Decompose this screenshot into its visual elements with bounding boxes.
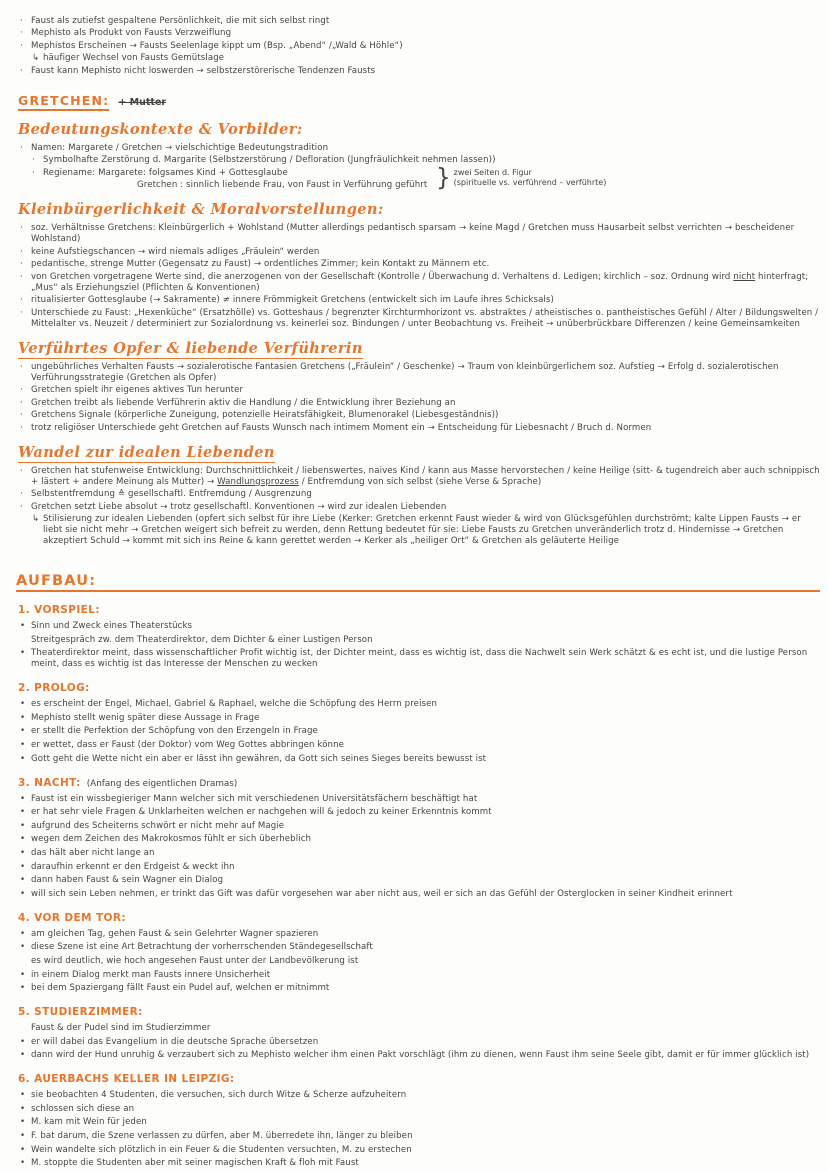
bullet-star-marker: • — [20, 1103, 26, 1114]
note-line — [16, 385, 820, 396]
note-text: am gleichen Tag, gehen Faust & sein Gelehrter Wagner spazieren — [31, 928, 319, 939]
section-verfuehrtes-opfer — [16, 340, 820, 434]
note-text-segment: Gretchen hat stufenweise Entwicklung: Durchschnittlichkeit / liebenswertes, naives Kind / kann aus Masse hervorstechen / keine Heilige (sitt- & tugendreich aber auch schnippisch + lästert + andere Meinung als Mutter) → — [31, 465, 820, 487]
note-text: in einem Dialog merkt man Fausts innere Unsicherheit — [31, 969, 271, 980]
note-line — [16, 699, 820, 710]
bullet-star-marker: • — [20, 942, 26, 953]
note-text: häufiger Wechsel von Fausts Gemütslage — [43, 53, 225, 63]
bullet-dot-marker: · — [20, 65, 23, 76]
note-line — [16, 848, 820, 859]
scene-5 — [16, 1006, 820, 1061]
bullet-dot-marker: · — [20, 295, 23, 305]
bullet-star-marker: • — [20, 712, 26, 723]
note-text: aufgrund des Scheiterns schwört er nicht mehr auf Magie — [31, 820, 285, 831]
bullet-star-marker: • — [20, 820, 26, 831]
bullet-star-marker: • — [20, 983, 26, 994]
bullet-star-marker: • — [20, 621, 26, 631]
scene-6 — [16, 1073, 820, 1169]
note-line — [16, 1090, 820, 1101]
bullet-dot-marker: · — [20, 40, 23, 51]
note-text: Sinn und Zweck eines Theaterstücks — [31, 621, 193, 631]
note-line — [16, 1117, 820, 1128]
bullet-dot-marker: · — [20, 307, 23, 318]
note-line — [16, 1145, 820, 1156]
bullet-star-marker: • — [20, 1050, 26, 1061]
bullet-star-marker: • — [20, 847, 26, 858]
bullet-star-marker: • — [20, 1090, 26, 1101]
gretchen-struck-note: + Mutter — [118, 96, 167, 108]
note-line — [16, 875, 820, 886]
note-line — [16, 308, 820, 330]
note-text-segment: hinterfragt; „Mus“ als Erziehungsziel (Pflichten & Konventionen) — [31, 271, 809, 293]
aufbau-section — [16, 573, 820, 1169]
note-text: Faust & der Pudel sind im Studierzimmer — [31, 1023, 211, 1034]
note-line — [16, 713, 820, 724]
side-annotation-line: (spirituelle vs. verführend – verführte) — [453, 177, 607, 187]
bullet-star-marker: • — [20, 1036, 26, 1047]
note-text — [31, 272, 820, 294]
note-line — [16, 648, 820, 670]
bullet-star-marker: • — [20, 928, 26, 939]
note-line — [16, 53, 820, 64]
bullet-dot-marker: · — [20, 271, 23, 282]
note-text: will sich sein Leben nehmen, er trinkt das Gift was dafür vorgesehen war aber nicht aus, weil er sich an das Gefühl der Osterglocken in seiner Kindheit erinnert — [31, 888, 733, 899]
scene-title-row — [18, 1006, 820, 1018]
note-line — [16, 754, 820, 765]
note-text: Faust ist ein wissbegieriger Mann welcher sich mit verschiedenen Universitätsfächern beschäftigt hat — [31, 793, 478, 804]
note-line — [16, 514, 820, 547]
note-text: bei dem Spaziergang fällt Faust ein Pudel auf, welchen er mitnimmt — [31, 983, 330, 994]
note-text: F. bat darum, die Szene verlassen zu dürfen, aber M. überredete ihn, länger zu bleiben — [31, 1131, 413, 1142]
note-line — [16, 466, 820, 488]
bullet-star-marker: • — [20, 969, 26, 980]
bullet-star-marker: • — [20, 1117, 26, 1128]
note-line — [16, 272, 820, 294]
bullet-star-marker: • — [20, 1158, 26, 1169]
note-text: daraufhin erkennt er den Erdgeist & weckt ihn — [31, 861, 235, 872]
bullet-dot-marker: · — [20, 501, 23, 512]
bullet-dot-marker: · — [20, 397, 23, 408]
note-text-segment: von Gretchen vorgetragene Werte sind, die anerzogenen von der Gesellschaft (Kontrolle / Überwachung d. Verhaltens d. Ledigen; kirchlich – soz. Ordnung wird — [31, 271, 734, 282]
note-text: trotz religiöser Unterschiede geht Gretchen auf Fausts Wunsch nach intimem Moment ein → Entscheidung für Liebesnacht / Bruch d. Normen — [31, 422, 652, 433]
note-line — [16, 1104, 820, 1115]
scene-title: 2. PROLOG: — [18, 682, 90, 695]
bullet-star-marker: • — [20, 699, 26, 710]
note-text: Gretchen spielt ihr eigenes aktives Tun herunter — [31, 385, 244, 395]
note-text: diese Szene ist eine Art Betrachtung der vorherrschenden Ständegesellschaft — [31, 942, 373, 953]
note-text-segment: / Entfremdung von sich selbst (siehe Verse & Sprache) — [298, 476, 542, 487]
section-kleinbuergerlichkeit — [16, 201, 820, 330]
note-text: Regiename: Margarete: folgsames Kind + Gottesglaube — [43, 167, 288, 178]
section-heading-text: Bedeutungskontexte & Vorbilder: — [18, 120, 303, 138]
scene-title-row — [18, 912, 820, 924]
note-text: es erscheint der Engel, Michael, Gabriel & Raphael, welche die Schöpfung des Herrn preisen — [31, 699, 438, 710]
note-text: wegen dem Zeichen des Makrokosmos fühlt er sich überheblich — [31, 834, 312, 845]
note-line — [16, 502, 820, 513]
note-text: Faust kann Mephisto nicht loswerden → selbstzerstörerische Tendenzen Fausts — [31, 65, 376, 76]
note-text: er wettet, dass er Faust (der Doktor) vom Weg Gottes abbringen könne — [31, 739, 345, 750]
bullet-star-marker: • — [20, 807, 26, 818]
note-line — [16, 177, 820, 191]
note-text: Theaterdirektor meint, dass wissenschaftlicher Profit wichtig ist, der Dichter meint, dass es wichtig ist, dass die Nachwelt sein Werk schätzt & es echt ist, und die lustige Person meint, dass es wichtig ist das Interesse der Menschen zu wecken — [31, 648, 808, 670]
bullet-dot-marker: · — [20, 28, 23, 38]
bullet-star-marker: • — [20, 726, 26, 737]
note-line — [16, 1023, 820, 1034]
note-line — [16, 834, 820, 845]
note-text: Gretchen setzt Liebe absolut → trotz gesellschaftl. Konventionen → wird zur idealen Liebenden — [31, 501, 447, 512]
bullet-star-marker: • — [20, 834, 26, 845]
note-text: schlossen sich diese an — [31, 1103, 135, 1114]
note-line — [16, 635, 820, 646]
note-line — [16, 726, 820, 737]
note-line — [16, 295, 820, 306]
bullet-dot-marker: · — [20, 465, 23, 476]
note-text — [31, 466, 820, 488]
note-line — [16, 1050, 820, 1061]
note-text-segment: nicht — [733, 271, 756, 282]
note-line — [16, 423, 820, 434]
scene-title: 3. NACHT: — [18, 776, 81, 789]
scene-title-row — [18, 682, 820, 694]
note-line — [16, 410, 820, 421]
note-line — [16, 247, 820, 258]
note-text: es wird deutlich, wie hoch angesehen Faust unter der Landbevölkerung ist — [31, 955, 359, 966]
note-line — [16, 16, 820, 27]
note-text: Selbstentfremdung ≙ gesellschaftl. Entfremdung / Ausgrenzung — [31, 489, 312, 499]
note-line — [16, 223, 820, 245]
bullet-dot-marker: · — [20, 361, 23, 372]
section-heading — [18, 340, 820, 358]
note-text: Namen: Margarete / Gretchen → vielschichtige Bedeutungstradition — [31, 142, 329, 153]
scene-3 — [16, 777, 820, 900]
scene-title: 6. AUERBACHS KELLER IN LEIPZIG: — [18, 1073, 235, 1086]
note-line — [16, 794, 820, 805]
note-line — [16, 155, 820, 166]
note-line — [16, 929, 820, 940]
arrow-branch-icon: ↳ — [32, 53, 40, 63]
note-text: dann wird der Hund unruhig & verzaubert sich zu Mephisto welcher ihm einen Pakt vorschlägt (ihm zu dienen, wenn Faust ihm seine Seele gibt, damit er für immer glücklich ist) — [31, 1050, 810, 1061]
note-line — [16, 740, 820, 751]
note-line — [16, 807, 820, 818]
note-line — [16, 942, 820, 953]
note-line — [16, 1131, 820, 1142]
bullet-star-marker: • — [20, 648, 26, 659]
braced-line-group — [16, 163, 820, 192]
note-line — [16, 28, 820, 39]
note-text: soz. Verhältnisse Gretchens: Kleinbürgerlich + Wohlstand (Mutter allerdings pedantisch sparsam → keine Magd / Gretchen muss Hausarbeit selbst verrichten → bescheidener Wohlstand) — [31, 223, 795, 244]
note-text: Stilisierung zur idealen Liebenden (opfert sich selbst für ihre Liebe (Kerker: Gretchen erkennt Faust wieder & wird von Glücksgefühlen durchströmt; kalte Lippen Fausts → er liebt sie nicht mehr → Gretchen weigert sich befreit zu werden, denn Rettung bedeutet für sie: Liebe Fausts zu Gretchen unveränderlich trotz d. Hindernisse → Gretchen akzeptiert Schuld → kommt mit sich ins Reine & kann gerettet werden → Kerker als „heiliger Ort“ & Gretchen als geläuterte Heilige — [43, 514, 801, 546]
note-text: Wein wandelte sich plötzlich in ein Feuer & die Studenten versuchten, M. zu erstechen — [31, 1144, 412, 1155]
scene-title-row — [18, 604, 820, 616]
bullet-star-marker: • — [20, 861, 26, 872]
bullet-star-marker: • — [20, 1144, 26, 1155]
note-text: M. kam mit Wein für jeden — [31, 1117, 147, 1128]
scene-title: 1. VORSPIEL: — [18, 604, 100, 616]
note-text: M. stoppte die Studenten aber mit seiner magischen Kraft & floh mit Faust — [31, 1158, 359, 1169]
note-text-segment: Wandlungsprozess — [217, 476, 299, 487]
note-text: das hält aber nicht lange an — [31, 847, 155, 858]
note-line — [16, 621, 820, 632]
note-line — [16, 1158, 820, 1169]
section-heading — [18, 201, 820, 219]
note-text: Unterschiede zu Faust: „Hexenküche“ (Ersatzhölle) vs. Gotteshaus / begrenzter Kirchturmhorizont vs. abstraktes / atheistisches o. pantheistisches Gefühl / Alter / Bildungswelten / Mittelalter vs. Neuzeit / determiniert zur Sozialordnung vs. keinerlei soz. Bindungen / unter Beobachtung vs. Freiheit → unüberbrückbare Differenzen / keine Gemeinsamkeiten — [31, 307, 819, 329]
note-text: dann haben Faust & sein Wagner ein Dialog — [31, 875, 224, 886]
note-text: er hat sehr viele Fragen & Unklarheiten welchen er nachgehen will & jedoch zu keiner Erkenntnis kommt — [31, 807, 492, 818]
note-text: Gott geht die Wette nicht ein aber er lässt ihn gewähren, da Gott sich seines Sieges bereits bewusst ist — [31, 753, 487, 764]
note-text: Gretchen treibt als liebende Verführerin aktiv die Handlung / die Entwicklung ihrer Beziehung an — [31, 397, 456, 408]
note-text: Mephistos Erscheinen → Fausts Seelenlage kippt um (Bsp. „Abend“ /„Wald & Höhle“) — [31, 40, 403, 51]
bullet-star-marker: • — [20, 875, 26, 886]
notes-content — [16, 16, 820, 1170]
bullet-dot-marker: · — [20, 489, 23, 499]
note-line — [16, 889, 820, 900]
gretchen-heading: GRETCHEN: — [18, 93, 109, 111]
section-heading-text: Kleinbürgerlichkeit & Moralvorstellungen: — [18, 201, 384, 218]
note-line — [16, 489, 820, 500]
note-text: pedantische, strenge Mutter (Gegensatz zu Faust) → ordentliches Zimmer; kein Kontakt zu Männern etc. — [31, 259, 490, 269]
note-line — [16, 168, 820, 179]
bullet-star-marker: • — [20, 1131, 26, 1142]
aufbau-heading: AUFBAU: — [16, 573, 820, 592]
bullet-dot-marker: · — [20, 385, 23, 395]
bullet-dot-marker: · — [32, 167, 35, 178]
note-line — [16, 143, 820, 154]
note-text: Faust als zutiefst gespaltene Persönlichkeit, die mit sich selbst ringt — [31, 15, 330, 26]
bullet-dot-marker: · — [20, 410, 23, 420]
scene-2 — [16, 682, 820, 764]
note-text: Gretchen : sinnlich liebende Frau, von Faust in Verführung geführt — [137, 180, 428, 190]
note-line — [16, 259, 820, 270]
bullet-dot-marker: · — [20, 259, 23, 269]
note-line — [16, 983, 820, 994]
note-text: Gretchens Signale (körperliche Zuneigung, potenzielle Heiratsfähigkeit, Blumenorakel (Liebesgeständnis)) — [31, 410, 499, 420]
section-bedeutungskontexte — [16, 121, 820, 192]
note-text: sie beobachten 4 Studenten, die versuchen, sich durch Witze & Scherze aufzuheitern — [31, 1090, 407, 1101]
scene-4 — [16, 912, 820, 994]
gretchen-heading-row — [18, 93, 820, 111]
scene-1 — [16, 604, 820, 670]
note-text: Mephisto stellt wenig später diese Aussage in Frage — [31, 712, 260, 723]
section-heading — [18, 121, 820, 139]
scene-annotation: (Anfang des eigentlichen Dramas) — [86, 778, 238, 789]
note-line — [16, 66, 820, 77]
note-line — [16, 862, 820, 873]
note-text: ungebührliches Verhalten Fausts → sozialerotische Fantasien Gretchens („Fräulein“ / Geschenke) → Traum von kleinbürgerlichem soz. Aufstieg → Erfolg d. sozialerotischen Verführungsstrategie (Gretchen als Opfer) — [31, 361, 779, 383]
note-line — [16, 956, 820, 967]
scene-title: 5. STUDIERZIMMER: — [18, 1006, 143, 1019]
bullet-star-marker: • — [20, 793, 26, 804]
note-text: er stellt die Perfektion der Schöpfung von den Erzengeln in Frage — [31, 726, 318, 737]
scene-title-row — [18, 1073, 820, 1085]
note-line — [16, 1037, 820, 1048]
bullet-dot-marker: · — [20, 15, 23, 26]
note-line — [16, 362, 820, 384]
bullet-star-marker: • — [20, 739, 26, 750]
section-heading — [18, 444, 820, 462]
note-text: Symbolhafte Zerstörung d. Margarite (Selbstzerstörung / Defloration (Jungfräulichkeit nehmen lassen)) — [43, 155, 496, 165]
bullet-dot-marker: · — [20, 246, 23, 257]
note-line — [16, 970, 820, 981]
section-heading-text: Verführtes Opfer & liebende Verführerin — [18, 339, 363, 357]
note-line — [16, 821, 820, 832]
note-text: keine Aufstiegschancen → wird niemals adliges „Fräulein“ werden — [31, 246, 320, 257]
side-annotation — [436, 163, 607, 192]
scene-title: 4. VOR DEM TOR: — [18, 911, 126, 924]
side-annotation-text — [454, 168, 607, 188]
note-line — [16, 41, 820, 52]
bullet-dot-marker: · — [20, 142, 23, 153]
bullet-dot-marker: · — [20, 422, 23, 433]
note-line — [16, 398, 820, 409]
section-heading-text: Wandel zur idealen Liebenden — [18, 443, 275, 461]
bullet-star-marker: • — [20, 753, 26, 764]
bullet-dot-marker: · — [20, 223, 23, 233]
bullet-star-marker: • — [20, 888, 26, 899]
section-wandel — [16, 444, 820, 548]
side-annotation-line: zwei Seiten d. Figur — [453, 167, 532, 177]
scene-title-row — [18, 777, 820, 789]
brace-icon: } — [436, 163, 451, 192]
note-text: Mephisto als Produkt von Fausts Verzweiflung — [31, 28, 232, 38]
arrow-branch-icon: ↳ — [32, 514, 40, 524]
intro-notes — [16, 16, 820, 77]
bullet-dot-marker: · — [32, 155, 35, 165]
note-text: er will dabei das Evangelium in die deutsche Sprache übersetzen — [31, 1036, 319, 1047]
note-text: Streitgespräch zw. dem Theaterdirektor, dem Dichter & einer Lustigen Person — [31, 634, 373, 645]
note-text: ritualisierter Gottesglaube (→ Sakramente) ≠ innere Frömmigkeit Gretchens (entwickelt sich im Laufe ihres Schicksals) — [31, 295, 554, 305]
